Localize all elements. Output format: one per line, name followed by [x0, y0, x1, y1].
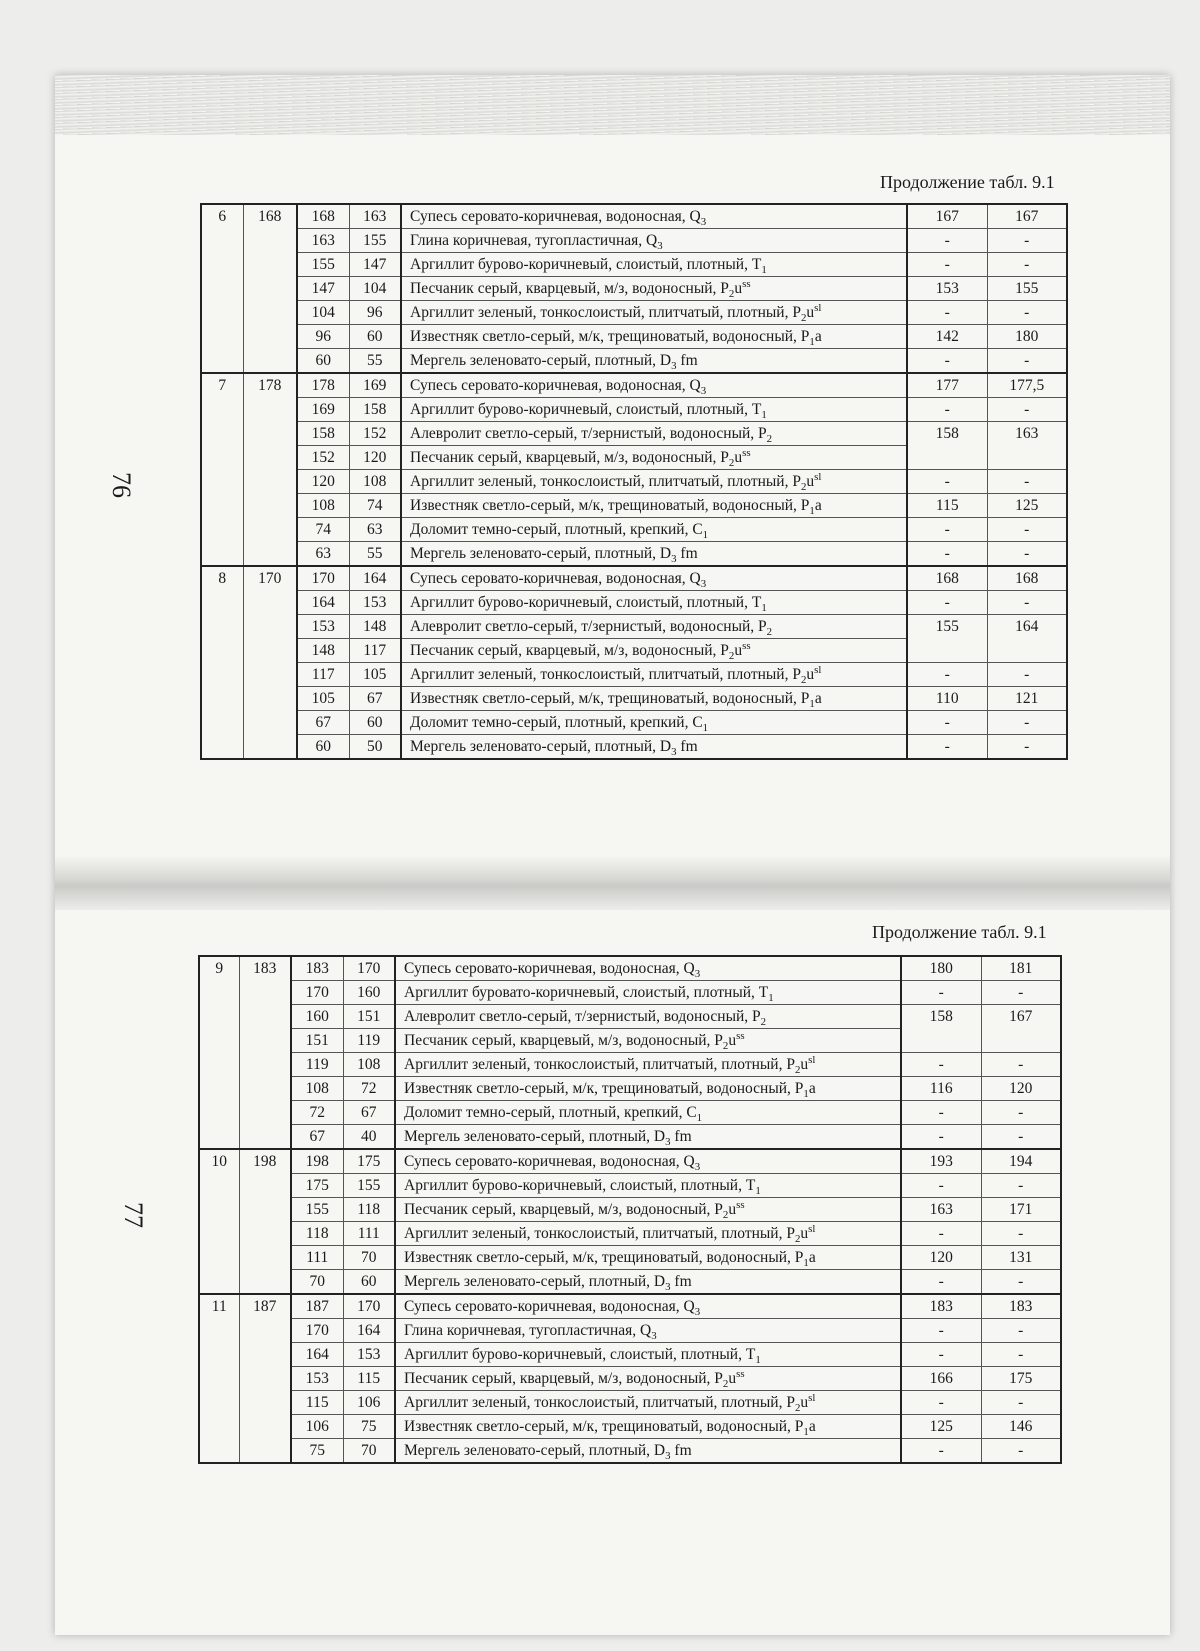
- layer-top-cell: 175: [291, 1174, 343, 1198]
- layer-bottom-cell: 72: [343, 1077, 395, 1101]
- layer-bottom-cell: 170: [343, 956, 395, 981]
- well-number-cell: 8: [201, 566, 243, 759]
- water-level-steady-cell: -: [987, 301, 1067, 325]
- water-level-appearance-cell: -: [907, 229, 987, 253]
- layer-top-cell: 170: [297, 566, 349, 591]
- layer-bottom-cell: 105: [349, 663, 401, 687]
- well-number-cell: 9: [199, 956, 239, 1149]
- layer-description-cell: Песчаник серый, кварцевый, м/з, водоносный, $P_2u^{ss}$: [401, 639, 907, 663]
- table-row: [201, 325, 1067, 349]
- layer-description-cell: Известняк светло-серый, м/к, трещиноватый, водоносный, $P_1a$: [395, 1246, 901, 1270]
- layer-bottom-cell: 169: [349, 373, 401, 398]
- table-row: [199, 1198, 1061, 1222]
- water-level-steady-cell: 120: [981, 1077, 1061, 1101]
- water-level-appearance-cell: 125: [901, 1415, 981, 1439]
- well-elevation-cell: 183: [239, 956, 291, 1149]
- layer-top-cell: 163: [297, 229, 349, 253]
- table-row: [199, 1101, 1061, 1125]
- layer-top-cell: 70: [291, 1270, 343, 1295]
- water-level-appearance-cell: -: [901, 1222, 981, 1246]
- page-fold: [55, 855, 1170, 910]
- water-level-steady-cell: 180: [987, 325, 1067, 349]
- layer-top-cell: 160: [291, 1005, 343, 1029]
- water-level-appearance-cell: 116: [901, 1077, 981, 1101]
- water-level-steady-cell: 175: [981, 1367, 1061, 1391]
- table-caption-top: Продолжение табл. 9.1: [880, 172, 1055, 192]
- layer-bottom-cell: 70: [343, 1246, 395, 1270]
- well-elevation-cell: 178: [243, 373, 297, 566]
- water-level-steady-cell: -: [981, 1319, 1061, 1343]
- water-level-appearance-cell: -: [907, 735, 987, 760]
- table-row: [201, 518, 1067, 542]
- table-row: [201, 470, 1067, 494]
- water-level-appearance-cell: -: [901, 981, 981, 1005]
- layer-bottom-cell: 164: [343, 1319, 395, 1343]
- water-level-steady-cell: -: [987, 398, 1067, 422]
- layer-description-cell: Мергель зеленовато-серый, плотный, $D_3$ fm: [401, 735, 907, 760]
- layer-description-cell: Супесь серовато-коричневая, водоносная, $Q_3$: [401, 204, 907, 229]
- layer-description-cell: Супесь серовато-коричневая, водоносная, $Q_3$: [395, 1149, 901, 1174]
- table-row: [199, 1343, 1061, 1367]
- table-row: [199, 1174, 1061, 1198]
- water-level-appearance-cell: -: [901, 1319, 981, 1343]
- water-level-steady-cell: 121: [987, 687, 1067, 711]
- layer-bottom-cell: 155: [343, 1174, 395, 1198]
- page-number-top: 76: [107, 472, 136, 498]
- water-level-steady-cell: 146: [981, 1415, 1061, 1439]
- layer-bottom-cell: 63: [349, 518, 401, 542]
- layer-bottom-cell: 160: [343, 981, 395, 1005]
- layer-bottom-cell: 75: [343, 1415, 395, 1439]
- water-level-steady-cell: -: [981, 1270, 1061, 1295]
- layer-bottom-cell: 96: [349, 301, 401, 325]
- layer-description-cell: Аргиллит бурово-коричневый, слоистый, плотный, $T_1$: [395, 1174, 901, 1198]
- water-level-appearance-cell: -: [901, 1125, 981, 1150]
- layer-bottom-cell: 60: [349, 711, 401, 735]
- water-level-appearance-cell: -: [901, 1343, 981, 1367]
- water-level-appearance-cell: -: [901, 1270, 981, 1295]
- water-level-appearance-cell: -: [907, 301, 987, 325]
- layer-bottom-cell: 115: [343, 1367, 395, 1391]
- layer-top-cell: 153: [291, 1367, 343, 1391]
- water-level-steady-cell: 163: [987, 422, 1067, 470]
- water-level-steady-cell: -: [981, 1222, 1061, 1246]
- layer-description-cell: Песчаник серый, кварцевый, м/з, водоносный, $P_2u^{ss}$: [395, 1367, 901, 1391]
- water-level-steady-cell: -: [987, 735, 1067, 760]
- water-level-steady-cell: -: [987, 711, 1067, 735]
- layer-description-cell: Известняк светло-серый, м/к, трещиноватый, водоносный, $P_1a$: [401, 325, 907, 349]
- table-row: [201, 349, 1067, 374]
- layer-description-cell: Песчаник серый, кварцевый, м/з, водоносный, $P_2u^{ss}$: [395, 1029, 901, 1053]
- water-level-appearance-cell: 142: [907, 325, 987, 349]
- layer-description-cell: Известняк светло-серый, м/к, трещиноватый, водоносный, $P_1a$: [401, 494, 907, 518]
- well-elevation-cell: 168: [243, 204, 297, 373]
- table-row: [199, 1053, 1061, 1077]
- layer-bottom-cell: 70: [343, 1439, 395, 1464]
- table-row: [201, 566, 1067, 591]
- water-level-appearance-cell: -: [907, 349, 987, 374]
- layer-description-cell: Аргиллит бурово-коричневый, слоистый, плотный, $T_1$: [401, 591, 907, 615]
- layer-bottom-cell: 118: [343, 1198, 395, 1222]
- water-level-appearance-cell: -: [907, 470, 987, 494]
- well-elevation-cell: 187: [239, 1294, 291, 1463]
- page-edges: [55, 75, 1170, 135]
- layer-description-cell: Известняк светло-серый, м/к, трещиноватый, водоносный, $P_1a$: [401, 687, 907, 711]
- page-number-bottom: 77: [119, 1202, 148, 1228]
- layer-top-cell: 106: [291, 1415, 343, 1439]
- water-level-steady-cell: 194: [981, 1149, 1061, 1174]
- table-row: [201, 398, 1067, 422]
- water-level-appearance-cell: 163: [901, 1198, 981, 1222]
- layer-top-cell: 147: [297, 277, 349, 301]
- water-level-appearance-cell: 168: [907, 566, 987, 591]
- table-row: [199, 981, 1061, 1005]
- water-level-appearance-cell: 110: [907, 687, 987, 711]
- water-level-appearance-cell: -: [907, 518, 987, 542]
- water-level-steady-cell: 155: [987, 277, 1067, 301]
- table-row: [199, 1077, 1061, 1101]
- layer-top-cell: 170: [291, 981, 343, 1005]
- water-level-appearance-cell: 153: [907, 277, 987, 301]
- table-row: [199, 1270, 1061, 1295]
- water-level-steady-cell: -: [987, 470, 1067, 494]
- water-level-steady-cell: -: [987, 663, 1067, 687]
- layer-bottom-cell: 60: [343, 1270, 395, 1295]
- layer-top-cell: 117: [297, 663, 349, 687]
- layer-bottom-cell: 164: [349, 566, 401, 591]
- water-level-appearance-cell: 167: [907, 204, 987, 229]
- layer-top-cell: 198: [291, 1149, 343, 1174]
- layer-top-cell: 67: [291, 1125, 343, 1150]
- water-level-appearance-cell: -: [907, 398, 987, 422]
- layer-bottom-cell: 104: [349, 277, 401, 301]
- layer-top-cell: 168: [297, 204, 349, 229]
- layer-top-cell: 60: [297, 735, 349, 760]
- water-level-appearance-cell: 115: [907, 494, 987, 518]
- layer-bottom-cell: 55: [349, 542, 401, 567]
- layer-description-cell: Аргиллит зеленый, тонкослоистый, плитчатый, плотный, $P_2u^{sl}$: [401, 301, 907, 325]
- layer-top-cell: 187: [291, 1294, 343, 1319]
- layer-description-cell: Алевролит светло-серый, т/зернистый, водоносный, $P_2$: [395, 1005, 901, 1029]
- water-level-steady-cell: 167: [981, 1005, 1061, 1053]
- layer-bottom-cell: 117: [349, 639, 401, 663]
- water-level-steady-cell: -: [981, 1101, 1061, 1125]
- water-level-steady-cell: 167: [987, 204, 1067, 229]
- water-level-steady-cell: -: [987, 253, 1067, 277]
- layer-description-cell: Супесь серовато-коричневая, водоносная, $Q_3$: [401, 373, 907, 398]
- table-row: [199, 1367, 1061, 1391]
- table-row: [199, 1246, 1061, 1270]
- layer-description-cell: Известняк светло-серый, м/к, трещиноватый, водоносный, $P_1a$: [395, 1077, 901, 1101]
- layer-top-cell: 158: [297, 422, 349, 446]
- water-level-steady-cell: -: [987, 229, 1067, 253]
- layer-bottom-cell: 74: [349, 494, 401, 518]
- layer-top-cell: 120: [297, 470, 349, 494]
- layer-description-cell: Мергель зеленовато-серый, плотный, $D_3$ fm: [395, 1439, 901, 1464]
- layer-description-cell: Аргиллит бурово-коричневый, слоистый, плотный, $T_1$: [395, 1343, 901, 1367]
- layer-bottom-cell: 163: [349, 204, 401, 229]
- water-level-steady-cell: 177,5: [987, 373, 1067, 398]
- layer-bottom-cell: 55: [349, 349, 401, 374]
- layer-bottom-cell: 120: [349, 446, 401, 470]
- layer-top-cell: 170: [291, 1319, 343, 1343]
- layer-bottom-cell: 111: [343, 1222, 395, 1246]
- layer-bottom-cell: 40: [343, 1125, 395, 1150]
- well-elevation-cell: 198: [239, 1149, 291, 1294]
- well-number-cell: 11: [199, 1294, 239, 1463]
- layer-top-cell: 108: [291, 1077, 343, 1101]
- layer-description-cell: Мергель зеленовато-серый, плотный, $D_3$ fm: [401, 349, 907, 374]
- layer-description-cell: Мергель зеленовато-серый, плотный, $D_3$ fm: [401, 542, 907, 567]
- water-level-steady-cell: 171: [981, 1198, 1061, 1222]
- layer-bottom-cell: 148: [349, 615, 401, 639]
- layer-bottom-cell: 67: [349, 687, 401, 711]
- table-caption-bottom: Продолжение табл. 9.1: [872, 922, 1047, 942]
- table-row: [199, 1319, 1061, 1343]
- layer-description-cell: Песчаник серый, кварцевый, м/з, водоносный, $P_2u^{ss}$: [395, 1198, 901, 1222]
- layer-top-cell: 111: [291, 1246, 343, 1270]
- table-row: [201, 663, 1067, 687]
- layer-description-cell: Аргиллит зеленый, тонкослоистый, плитчатый, плотный, $P_2u^{sl}$: [395, 1053, 901, 1077]
- water-level-steady-cell: 181: [981, 956, 1061, 981]
- well-number-cell: 6: [201, 204, 243, 373]
- water-level-steady-cell: -: [981, 1439, 1061, 1464]
- water-level-appearance-cell: -: [901, 1101, 981, 1125]
- layer-bottom-cell: 108: [343, 1053, 395, 1077]
- water-level-appearance-cell: 193: [901, 1149, 981, 1174]
- layer-top-cell: 104: [297, 301, 349, 325]
- water-level-steady-cell: 183: [981, 1294, 1061, 1319]
- layer-bottom-cell: 152: [349, 422, 401, 446]
- table-row: [199, 1294, 1061, 1319]
- water-level-appearance-cell: 158: [907, 422, 987, 470]
- layer-top-cell: 67: [297, 711, 349, 735]
- water-level-steady-cell: 168: [987, 566, 1067, 591]
- layer-description-cell: Супесь серовато-коричневая, водоносная, $Q_3$: [401, 566, 907, 591]
- layer-description-cell: Аргиллит буровато-коричневый, слоистый, плотный, $T_1$: [395, 981, 901, 1005]
- layer-bottom-cell: 155: [349, 229, 401, 253]
- water-level-appearance-cell: -: [907, 591, 987, 615]
- water-level-appearance-cell: 158: [901, 1005, 981, 1053]
- layer-top-cell: 148: [297, 639, 349, 663]
- layer-description-cell: Доломит темно-серый, плотный, крепкий, $C_1$: [401, 518, 907, 542]
- water-level-appearance-cell: 155: [907, 615, 987, 663]
- water-level-appearance-cell: -: [901, 1439, 981, 1464]
- geology-table-bottom: [198, 955, 1062, 1464]
- layer-description-cell: Супесь серовато-коричневая, водоносная, $Q_3$: [395, 956, 901, 981]
- layer-top-cell: 151: [291, 1029, 343, 1053]
- water-level-appearance-cell: 183: [901, 1294, 981, 1319]
- water-level-appearance-cell: 120: [901, 1246, 981, 1270]
- layer-top-cell: 164: [291, 1343, 343, 1367]
- water-level-steady-cell: -: [981, 981, 1061, 1005]
- layer-top-cell: 169: [297, 398, 349, 422]
- water-level-steady-cell: 164: [987, 615, 1067, 663]
- water-level-appearance-cell: 166: [901, 1367, 981, 1391]
- geology-table-top: [200, 203, 1068, 760]
- water-level-appearance-cell: -: [907, 253, 987, 277]
- layer-top-cell: 60: [297, 349, 349, 374]
- water-level-appearance-cell: 180: [901, 956, 981, 981]
- table-row: [201, 422, 1067, 446]
- layer-description-cell: Мергель зеленовато-серый, плотный, $D_3$ fm: [395, 1125, 901, 1150]
- well-number-cell: 10: [199, 1149, 239, 1294]
- table-row: [199, 956, 1061, 981]
- table-row: [201, 711, 1067, 735]
- water-level-steady-cell: -: [987, 518, 1067, 542]
- layer-bottom-cell: 147: [349, 253, 401, 277]
- table-row: [201, 204, 1067, 229]
- layer-description-cell: Аргиллит зеленый, тонкослоистый, плитчатый, плотный, $P_2u^{sl}$: [395, 1222, 901, 1246]
- layer-top-cell: 152: [297, 446, 349, 470]
- table-row: [201, 253, 1067, 277]
- table-row: [199, 1222, 1061, 1246]
- water-level-appearance-cell: -: [901, 1391, 981, 1415]
- layer-top-cell: 119: [291, 1053, 343, 1077]
- layer-description-cell: Песчаник серый, кварцевый, м/з, водоносный, $P_2u^{ss}$: [401, 277, 907, 301]
- water-level-steady-cell: -: [981, 1391, 1061, 1415]
- water-level-steady-cell: 131: [981, 1246, 1061, 1270]
- table-row: [201, 542, 1067, 567]
- water-level-steady-cell: -: [981, 1125, 1061, 1150]
- water-level-steady-cell: 125: [987, 494, 1067, 518]
- layer-top-cell: 115: [291, 1391, 343, 1415]
- table-row: [201, 591, 1067, 615]
- layer-top-cell: 155: [291, 1198, 343, 1222]
- table-row: [199, 1125, 1061, 1150]
- layer-description-cell: Доломит темно-серый, плотный, крепкий, $C_1$: [401, 711, 907, 735]
- water-level-appearance-cell: 177: [907, 373, 987, 398]
- layer-top-cell: 155: [297, 253, 349, 277]
- water-level-appearance-cell: -: [907, 542, 987, 567]
- water-level-steady-cell: -: [987, 349, 1067, 374]
- water-level-steady-cell: -: [981, 1343, 1061, 1367]
- layer-description-cell: Аргиллит бурово-коричневый, слоистый, плотный, $T_1$: [401, 398, 907, 422]
- table-row: [199, 1005, 1061, 1029]
- layer-description-cell: Алевролит светло-серый, т/зернистый, водоносный, $P_2$: [401, 615, 907, 639]
- table-row: [201, 229, 1067, 253]
- water-level-appearance-cell: -: [907, 663, 987, 687]
- layer-top-cell: 118: [291, 1222, 343, 1246]
- layer-bottom-cell: 60: [349, 325, 401, 349]
- layer-description-cell: Мергель зеленовато-серый, плотный, $D_3$ fm: [395, 1270, 901, 1295]
- table-row: [199, 1391, 1061, 1415]
- well-elevation-cell: 170: [243, 566, 297, 759]
- water-level-steady-cell: -: [981, 1174, 1061, 1198]
- layer-bottom-cell: 67: [343, 1101, 395, 1125]
- layer-description-cell: Аргиллит зеленый, тонкослоистый, плитчатый, плотный, $P_2u^{sl}$: [401, 470, 907, 494]
- layer-description-cell: Аргиллит зеленый, тонкослоистый, плитчатый, плотный, $P_2u^{sl}$: [395, 1391, 901, 1415]
- table-row: [199, 1439, 1061, 1464]
- layer-description-cell: Доломит темно-серый, плотный, крепкий, $C_1$: [395, 1101, 901, 1125]
- layer-description-cell: Аргиллит бурово-коричневый, слоистый, плотный, $T_1$: [401, 253, 907, 277]
- water-level-appearance-cell: -: [901, 1053, 981, 1077]
- layer-top-cell: 153: [297, 615, 349, 639]
- layer-description-cell: Глина коричневая, тугопластичная, $Q_3$: [395, 1319, 901, 1343]
- layer-top-cell: 63: [297, 542, 349, 567]
- layer-top-cell: 96: [297, 325, 349, 349]
- layer-description-cell: Алевролит светло-серый, т/зернистый, водоносный, $P_2$: [401, 422, 907, 446]
- layer-bottom-cell: 153: [343, 1343, 395, 1367]
- layer-top-cell: 164: [297, 591, 349, 615]
- water-level-steady-cell: -: [987, 591, 1067, 615]
- layer-top-cell: 108: [297, 494, 349, 518]
- layer-description-cell: Песчаник серый, кварцевый, м/з, водоносный, $P_2u^{ss}$: [401, 446, 907, 470]
- table-row: [201, 494, 1067, 518]
- layer-top-cell: 178: [297, 373, 349, 398]
- table-row: [201, 373, 1067, 398]
- layer-top-cell: 74: [297, 518, 349, 542]
- layer-top-cell: 72: [291, 1101, 343, 1125]
- table-row: [201, 277, 1067, 301]
- layer-top-cell: 183: [291, 956, 343, 981]
- layer-description-cell: Аргиллит зеленый, тонкослоистый, плитчатый, плотный, $P_2u^{sl}$: [401, 663, 907, 687]
- layer-bottom-cell: 158: [349, 398, 401, 422]
- layer-bottom-cell: 108: [349, 470, 401, 494]
- water-level-steady-cell: -: [981, 1053, 1061, 1077]
- water-level-appearance-cell: -: [907, 711, 987, 735]
- layer-bottom-cell: 151: [343, 1005, 395, 1029]
- water-level-appearance-cell: -: [901, 1174, 981, 1198]
- table-row: [199, 1149, 1061, 1174]
- table-row: [199, 1415, 1061, 1439]
- table-row: [201, 615, 1067, 639]
- layer-bottom-cell: 50: [349, 735, 401, 760]
- layer-bottom-cell: 119: [343, 1029, 395, 1053]
- layer-bottom-cell: 106: [343, 1391, 395, 1415]
- water-level-steady-cell: -: [987, 542, 1067, 567]
- layer-description-cell: Известняк светло-серый, м/к, трещиноватый, водоносный, $P_1a$: [395, 1415, 901, 1439]
- well-number-cell: 7: [201, 373, 243, 566]
- table-row: [201, 735, 1067, 760]
- table-row: [201, 687, 1067, 711]
- layer-description-cell: Супесь серовато-коричневая, водоносная, $Q_3$: [395, 1294, 901, 1319]
- layer-top-cell: 105: [297, 687, 349, 711]
- table-row: [201, 301, 1067, 325]
- layer-bottom-cell: 153: [349, 591, 401, 615]
- layer-bottom-cell: 175: [343, 1149, 395, 1174]
- layer-bottom-cell: 170: [343, 1294, 395, 1319]
- layer-top-cell: 75: [291, 1439, 343, 1464]
- layer-description-cell: Глина коричневая, тугопластичная, $Q_3$: [401, 229, 907, 253]
